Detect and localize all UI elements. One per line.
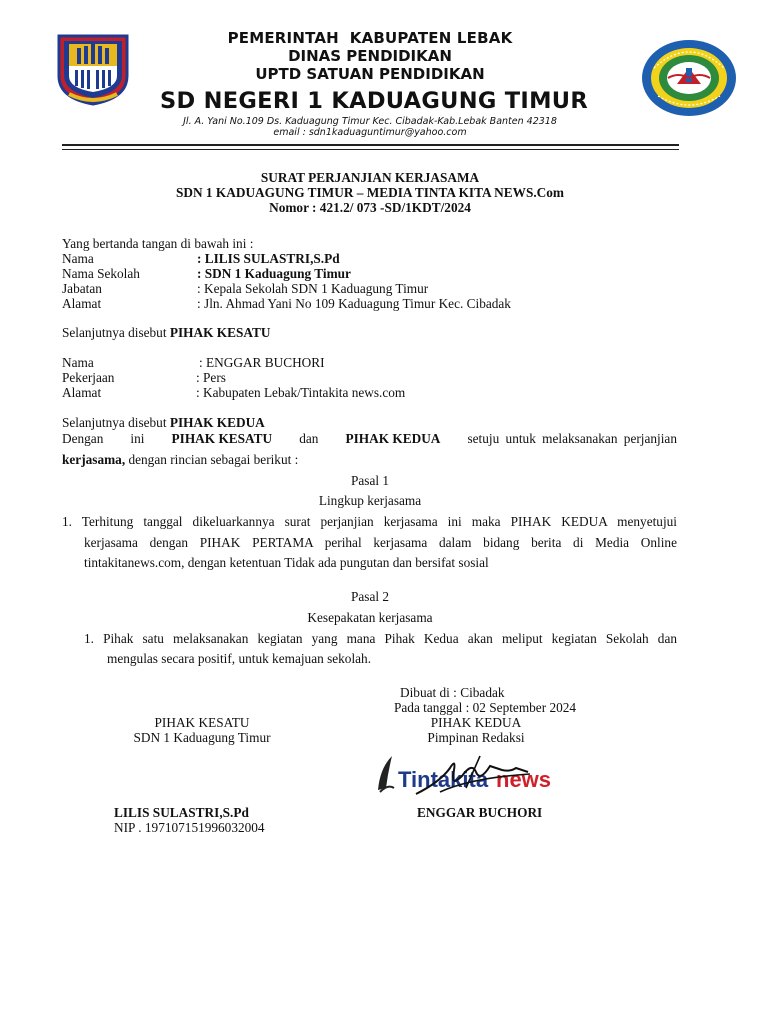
school-badge-icon	[640, 38, 738, 118]
date-made: Pada tanggal : 02 September 2024	[394, 700, 577, 715]
place-made: Dibuat di : Cibadak	[400, 685, 505, 700]
letter-title: SURAT PERJANJIAN KERJASAMA	[260, 170, 480, 185]
party2-value-address: : Kabupaten Lebak/Tintakita news.com	[196, 385, 406, 400]
pasal1-number: Pasal 1	[350, 473, 390, 488]
party1-value-position: : Kepala Sekolah SDN 1 Kaduagung Timur	[197, 281, 429, 296]
letterhead-unit: UPTD SATUAN PENDIDIKAN	[255, 65, 485, 83]
pasal2-item-line-1: 1. Pihak satu melaksanakan kegiatan yang mana Pihak Kedua akan meliput kegiatan Sekolah dan	[84, 631, 677, 646]
agreement-word-6: setuju untuk melaksanakan perjanjian	[467, 431, 677, 446]
party1-reference-name: PIHAK KESATU	[169, 325, 271, 340]
party1-label-school: Nama Sekolah	[62, 266, 140, 281]
pasal2-title: Kesepakatan kerjasama	[307, 610, 433, 625]
party1-reference-prefix: Selanjutnya disebut	[62, 325, 170, 340]
party1-label-name: Nama	[62, 251, 94, 266]
party1-value-school: : SDN 1 Kaduagung Timur	[197, 266, 351, 281]
agreement-line-2	[62, 453, 298, 466]
letter-number: Nomor : 421.2/ 073 -SD/1KDT/2024	[269, 200, 471, 215]
party1-label-address: Alamat	[62, 296, 102, 311]
signature-left-role: PIHAK KESATU	[154, 715, 250, 730]
agreement-party-two: PIHAK KEDUA	[345, 431, 441, 446]
party2-label-address: Alamat	[62, 385, 102, 400]
party2-reference-prefix: Selanjutnya disebut	[62, 415, 170, 430]
agreement-line-2-rest: dengan rincian sebagai berikut :	[125, 452, 299, 467]
agreement-word-4: dan	[299, 431, 319, 446]
agreement-line-2-bold: kerjasama,	[62, 452, 126, 467]
signature-left-org: SDN 1 Kaduagung Timur	[133, 730, 271, 745]
party2-value-occupation: : Pers	[196, 370, 226, 385]
letter-subtitle: SDN 1 KADUAGUNG TIMUR – MEDIA TINTA KITA NEWS.Com	[176, 185, 564, 200]
signature-left-name: LILIS SULASTRI,S.Pd	[114, 805, 249, 820]
party1-value-name: : LILIS SULASTRI,S.Pd	[197, 251, 340, 266]
letterhead-divider-thick	[62, 144, 679, 146]
letterhead-department: DINAS PENDIDIKAN	[288, 47, 452, 65]
agreement-word-2: ini	[130, 431, 145, 446]
handwritten-signature-right	[410, 748, 540, 802]
agreement-line-1	[62, 432, 677, 445]
logo-text-news: news	[496, 767, 552, 792]
pasal2-number: Pasal 2	[350, 589, 390, 604]
logo-text-tintakita: Tintakita	[398, 767, 489, 792]
agreement-word-1: Dengan	[62, 431, 104, 446]
letterhead-school-name: SD NEGERI 1 KADUAGUNG TIMUR	[160, 88, 588, 114]
letterhead-email: email : sdn1kaduaguntimur@yahoo.com	[273, 127, 467, 138]
party2-reference	[62, 416, 265, 429]
pasal1-item-line-1: 1. Terhitung tanggal dikeluarkannya surat perjanjian kerjasama ini maka PIHAK KEDUA menyetujui	[62, 514, 677, 529]
party2-label-occupation: Pekerjaan	[62, 370, 115, 385]
party2-label-name: Nama	[62, 355, 94, 370]
letterhead-government: PEMERINTAH KABUPATEN LEBAK	[227, 29, 513, 47]
agreement-party-one: PIHAK KESATU	[171, 431, 273, 446]
signature-right-org: Pimpinan Redaksi	[427, 730, 525, 745]
letterhead-divider-thin	[62, 149, 679, 150]
pasal2-item-line-2: mengulas secara positif, untuk kemajuan sekolah.	[107, 651, 372, 666]
signature-right-name: ENGGAR BUCHORI	[417, 805, 543, 820]
party1-reference	[62, 326, 270, 339]
signature-left-nip: NIP . 197107151996032004	[114, 820, 265, 835]
lebak-regency-emblem-icon	[55, 32, 131, 106]
intro-text: Yang bertanda tangan di bawah ini :	[62, 236, 254, 251]
signature-right-role: PIHAK KEDUA	[430, 715, 522, 730]
party1-label-position: Jabatan	[62, 281, 102, 296]
party2-reference-name: PIHAK KEDUA	[169, 415, 265, 430]
pasal1-title: Lingkup kerjasama	[318, 493, 422, 508]
letterhead-address: Jl. A. Yani No.109 Ds. Kaduagung Timur Kec. Cibadak-Kab.Lebak Banten 42318	[183, 116, 557, 127]
pasal1-item-line-2: kerjasama dengan PIHAK PERTAMA perihal kerjasama dalam bidang berita di Media Online	[84, 535, 677, 550]
party1-value-address: : Jln. Ahmad Yani No 109 Kaduagung Timur Kec. Cibadak	[197, 296, 511, 311]
party2-value-name: : ENGGAR BUCHORI	[199, 355, 325, 370]
pasal1-item-line-3: tintakitanews.com, dengan ketentuan Tidak ada pungutan dan bersifat sosial	[84, 555, 489, 570]
